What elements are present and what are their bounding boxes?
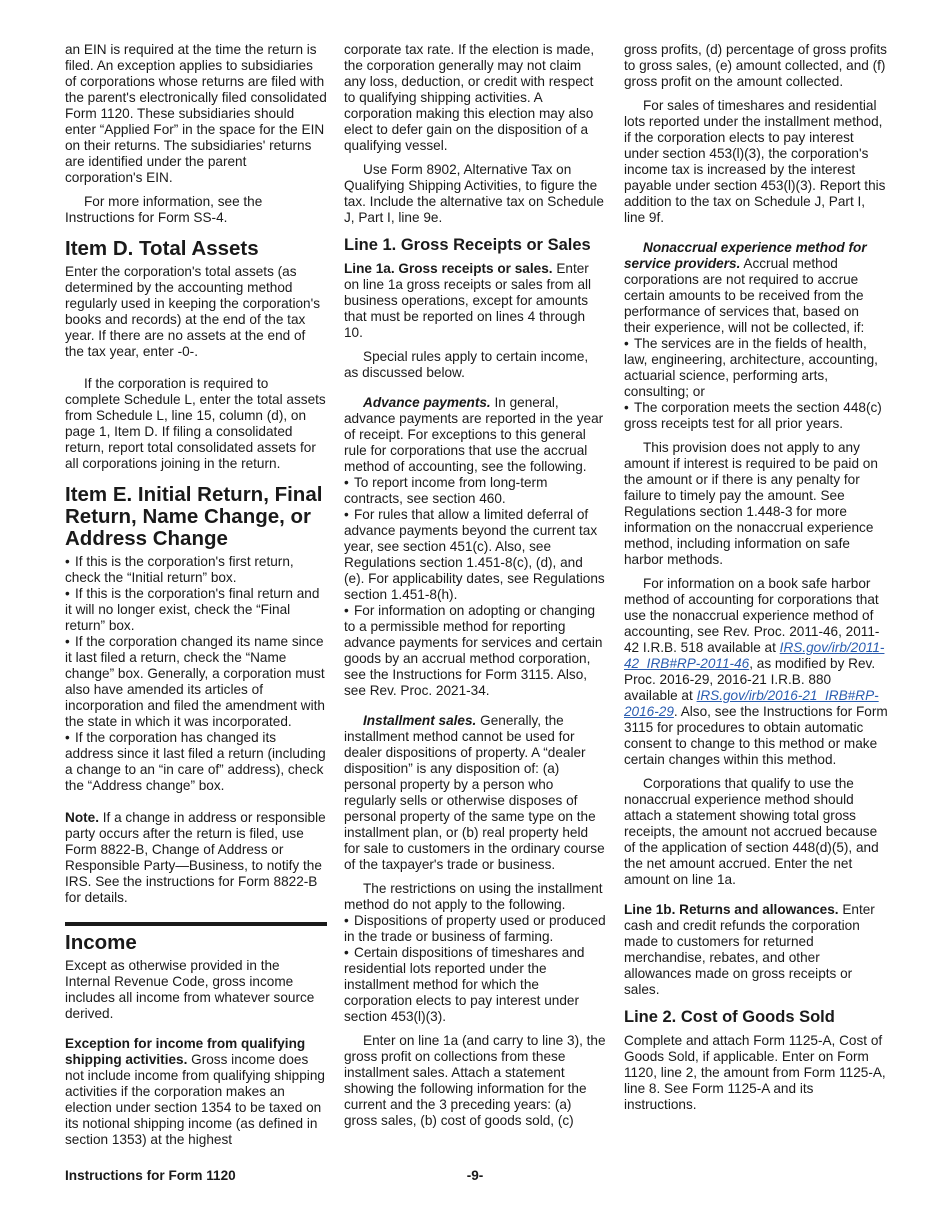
heading-line-2: Line 2. Cost of Goods Sold: [624, 1008, 835, 1026]
paragraph: Corporations that qualify to use the nonaccrual experience method should attach a statement showing total gross receipts, the amount not accrued because of the application of section 448(d)(5), and the net amount accrued. Enter the net amount on line 1a.: [624, 776, 879, 887]
irb-2016-29-link[interactable]: IRS.gov/irb/2016-21_IRB#RP-2016-29: [624, 688, 879, 719]
bullet-list: [624, 336, 888, 432]
list-item: • The corporation meets the section 448(c) gross receipts test for all prior years.: [624, 400, 882, 431]
list-item: • Certain dispositions of timeshares and residential lots reported under the installment method for which the corporation elects to pay interest under section 453(l)(3).: [344, 945, 585, 1024]
paragraph: Except as otherwise provided in the Internal Revenue Code, gross income includes all income from whatever source derived.: [65, 958, 315, 1021]
paragraph: The restrictions on using the installment method do not apply to the following.: [344, 881, 603, 912]
bullet-list: [65, 554, 327, 794]
paragraph: an EIN is required at the time the return is filed. An exception applies to subsidiaries of corporations whose returns are filed with the parent's electronically filed consolidated Form 1120. These subsidiaries should enter “Applied For” in the space for the EIN on their returns. The subsidiaries' returns are identified under the parent corporation's EIN.: [65, 42, 327, 185]
section-rule: [65, 922, 327, 926]
paragraph: Line 1a. Gross receipts or sales. Enter on line 1a gross receipts or sales from all business operations, except for amounts that must be reported on lines 4 through 10.: [344, 261, 592, 340]
list-item: • For information on adopting or changing to a permissible method for reporting advance payments for services and certain goods by an accrual method corporation, see the Instructions for Form 3115. Also, see Rev. Proc. 2021-34.: [344, 603, 603, 698]
heading-income: Income: [65, 931, 137, 954]
paragraph: Special rules apply to certain income, as discussed below.: [344, 349, 589, 380]
paragraph: Advance payments. In general, advance payments are reported in the year of receipt. For exceptions to this general rule for corporations that use the accrual method of accounting, see the following.: [344, 395, 604, 474]
bullet-list: [344, 475, 606, 699]
paragraph: gross profits, (d) percentage of gross profits to gross sales, (e) amount collected, and (f) gross profit on the amount collected.: [624, 42, 887, 89]
paragraph: For sales of timeshares and residential lots reported under the installment method, if the corporation elects to pay interest under section 453(l)(3), the corporation's income tax is increased by the interest payable under section 453(l)(3). Report this addition to the tax on Schedule J, Part I, line 9f.: [624, 98, 886, 225]
paragraph: Line 1b. Returns and allowances. Enter cash and credit refunds the corporation made to customers for returned merchandise, rebates, and other allowances made on gross receipts or sales.: [624, 902, 875, 997]
bullet-list: [344, 913, 606, 1025]
list-item: • If this is the corporation's final return and it will no longer exist, check the “Final return” box.: [65, 586, 320, 633]
paragraph: Installment sales. Generally, the installment method cannot be used for dealer dispositions of property. A “dealer disposition” is any disposition of: (a) personal property by a person who regularly sells or otherwise disposes of personal property of the same type on the installment plan, or (b) real property held for sale to customers in the ordinary course of the taxpayer's trade or business.: [344, 713, 605, 872]
column-2: [344, 42, 606, 1137]
paragraph: For information on a book safe harbor method of accounting for corporations that use the nonaccrual experience method of accounting, see Rev. Proc. 2011-46, 2011-42 I.R.B. 518 available at IRS.gov/irb/2011-42_IRB#RP-2011-46, as modified by Rev. Proc. 2016-29, 2016-21 I.R.B. 880 available at IRS.gov/irb/2016-21_IRB#RP-2016-29. Also, see the Instructions for Form 3115 for procedures to obtain automatic consent to change to this method or make certain changes within this method.: [624, 576, 888, 767]
paragraph: This provision does not apply to any amount if interest is required to be paid on the amount or if there is any penalty for failure to timely pay the amount. See Regulations section 1.448-3 for more information on the nonaccrual experience method, including information on safe harbor methods.: [624, 440, 878, 567]
page-number: -9-: [466, 1168, 484, 1183]
paragraph: Enter the corporation's total assets (as determined by the accounting method regularly used in keeping the corporation's books and records) at the end of the tax year. If there are no assets at the end of the tax year, enter -0-.: [65, 264, 320, 359]
paragraph: For more information, see the Instructions for Form SS-4.: [65, 194, 263, 225]
list-item: • If this is the corporation's first return, check the “Initial return” box.: [65, 554, 294, 585]
irb-2011-46-link[interactable]: IRS.gov/irb/2011-42_IRB#RP-2011-46: [624, 640, 885, 671]
column-1: [65, 42, 327, 1156]
heading-line-1: Line 1. Gross Receipts or Sales: [344, 236, 591, 254]
heading-item-e: Item E. Initial Return, Final Return, Name Change, or Address Change: [65, 483, 323, 550]
note-paragraph: Note. If a change in address or responsible party occurs after the return is filed, use Form 8822-B, Change of Address or Responsible Party—Business, to notify the IRS. See the instructions for Form 8822-B for details.: [65, 810, 326, 905]
list-item: • If the corporation changed its name since it last filed a return, check the “Name change” box. Generally, a corporation must also have amended its articles of incorporation and filed the amendment with the state in which it was incorporated.: [65, 634, 325, 729]
paragraph: corporate tax rate. If the election is made, the corporation generally may not claim any loss, deduction, or credit with respect to qualifying shipping activities. A corporation making this election may also elect to defer gain on the disposition of a qualifying vessel.: [344, 42, 595, 153]
footer-title: Instructions for Form 1120: [65, 1168, 236, 1183]
list-item: • For rules that allow a limited deferral of advance payments beyond the current tax year, see section 451(c). Also, see Regulations section 1.451-8(c), (d), and (e). For applicability dates, see Regulations section 1.451-8(h).: [344, 507, 605, 602]
paragraph: Complete and attach Form 1125-A, Cost of Goods Sold, if applicable. Enter on Form 1120, line 2, the amount from Form 1125-A, line 8. See Form 1125-A and its instructions.: [624, 1033, 886, 1112]
paragraph: Exception for income from qualifying shipping activities. Gross income does not include income from qualifying shipping activities if the corporation makes an election under section 1354 to be taxed on its notional shipping income (as defined in section 1353) at the highest: [65, 1036, 325, 1147]
list-item: • The services are in the fields of health, law, engineering, architecture, accounting, actuarial science, performing arts, consulting; or: [624, 336, 878, 399]
list-item: • To report income from long-term contracts, see section 460.: [344, 475, 548, 506]
list-item: • If the corporation has changed its address since it last filed a return (including a change to an “in care of” address), check the “Address change” box.: [65, 730, 326, 793]
column-3: [624, 42, 888, 1121]
paragraph: Enter on line 1a (and carry to line 3), the gross profit on collections from these installment sales. Attach a statement showing the following information for the current and the 3 preceding years: (a) gross sales, (b) cost of goods sold, (c): [344, 1033, 606, 1128]
heading-item-d: Item D. Total Assets: [65, 237, 259, 260]
paragraph: Use Form 8902, Alternative Tax on Qualifying Shipping Activities, to figure the tax. Include the alternative tax on Schedule J, Part I, line 9e.: [344, 162, 604, 225]
list-item: • Dispositions of property used or produced in the trade or business of farming.: [344, 913, 606, 944]
paragraph: If the corporation is required to complete Schedule L, enter the total assets from Schedule L, line 15, column (d), on page 1, Item D. If filing a consolidated return, report total consolidated assets for all corporations joining in the return.: [65, 376, 326, 471]
note-label: Note.: [65, 810, 99, 825]
paragraph: Nonaccrual experience method for service providers. Accrual method corporations are not required to accrue certain amounts to be received from the performance of services that, based on their experience, will not be collected, if:: [624, 240, 867, 335]
